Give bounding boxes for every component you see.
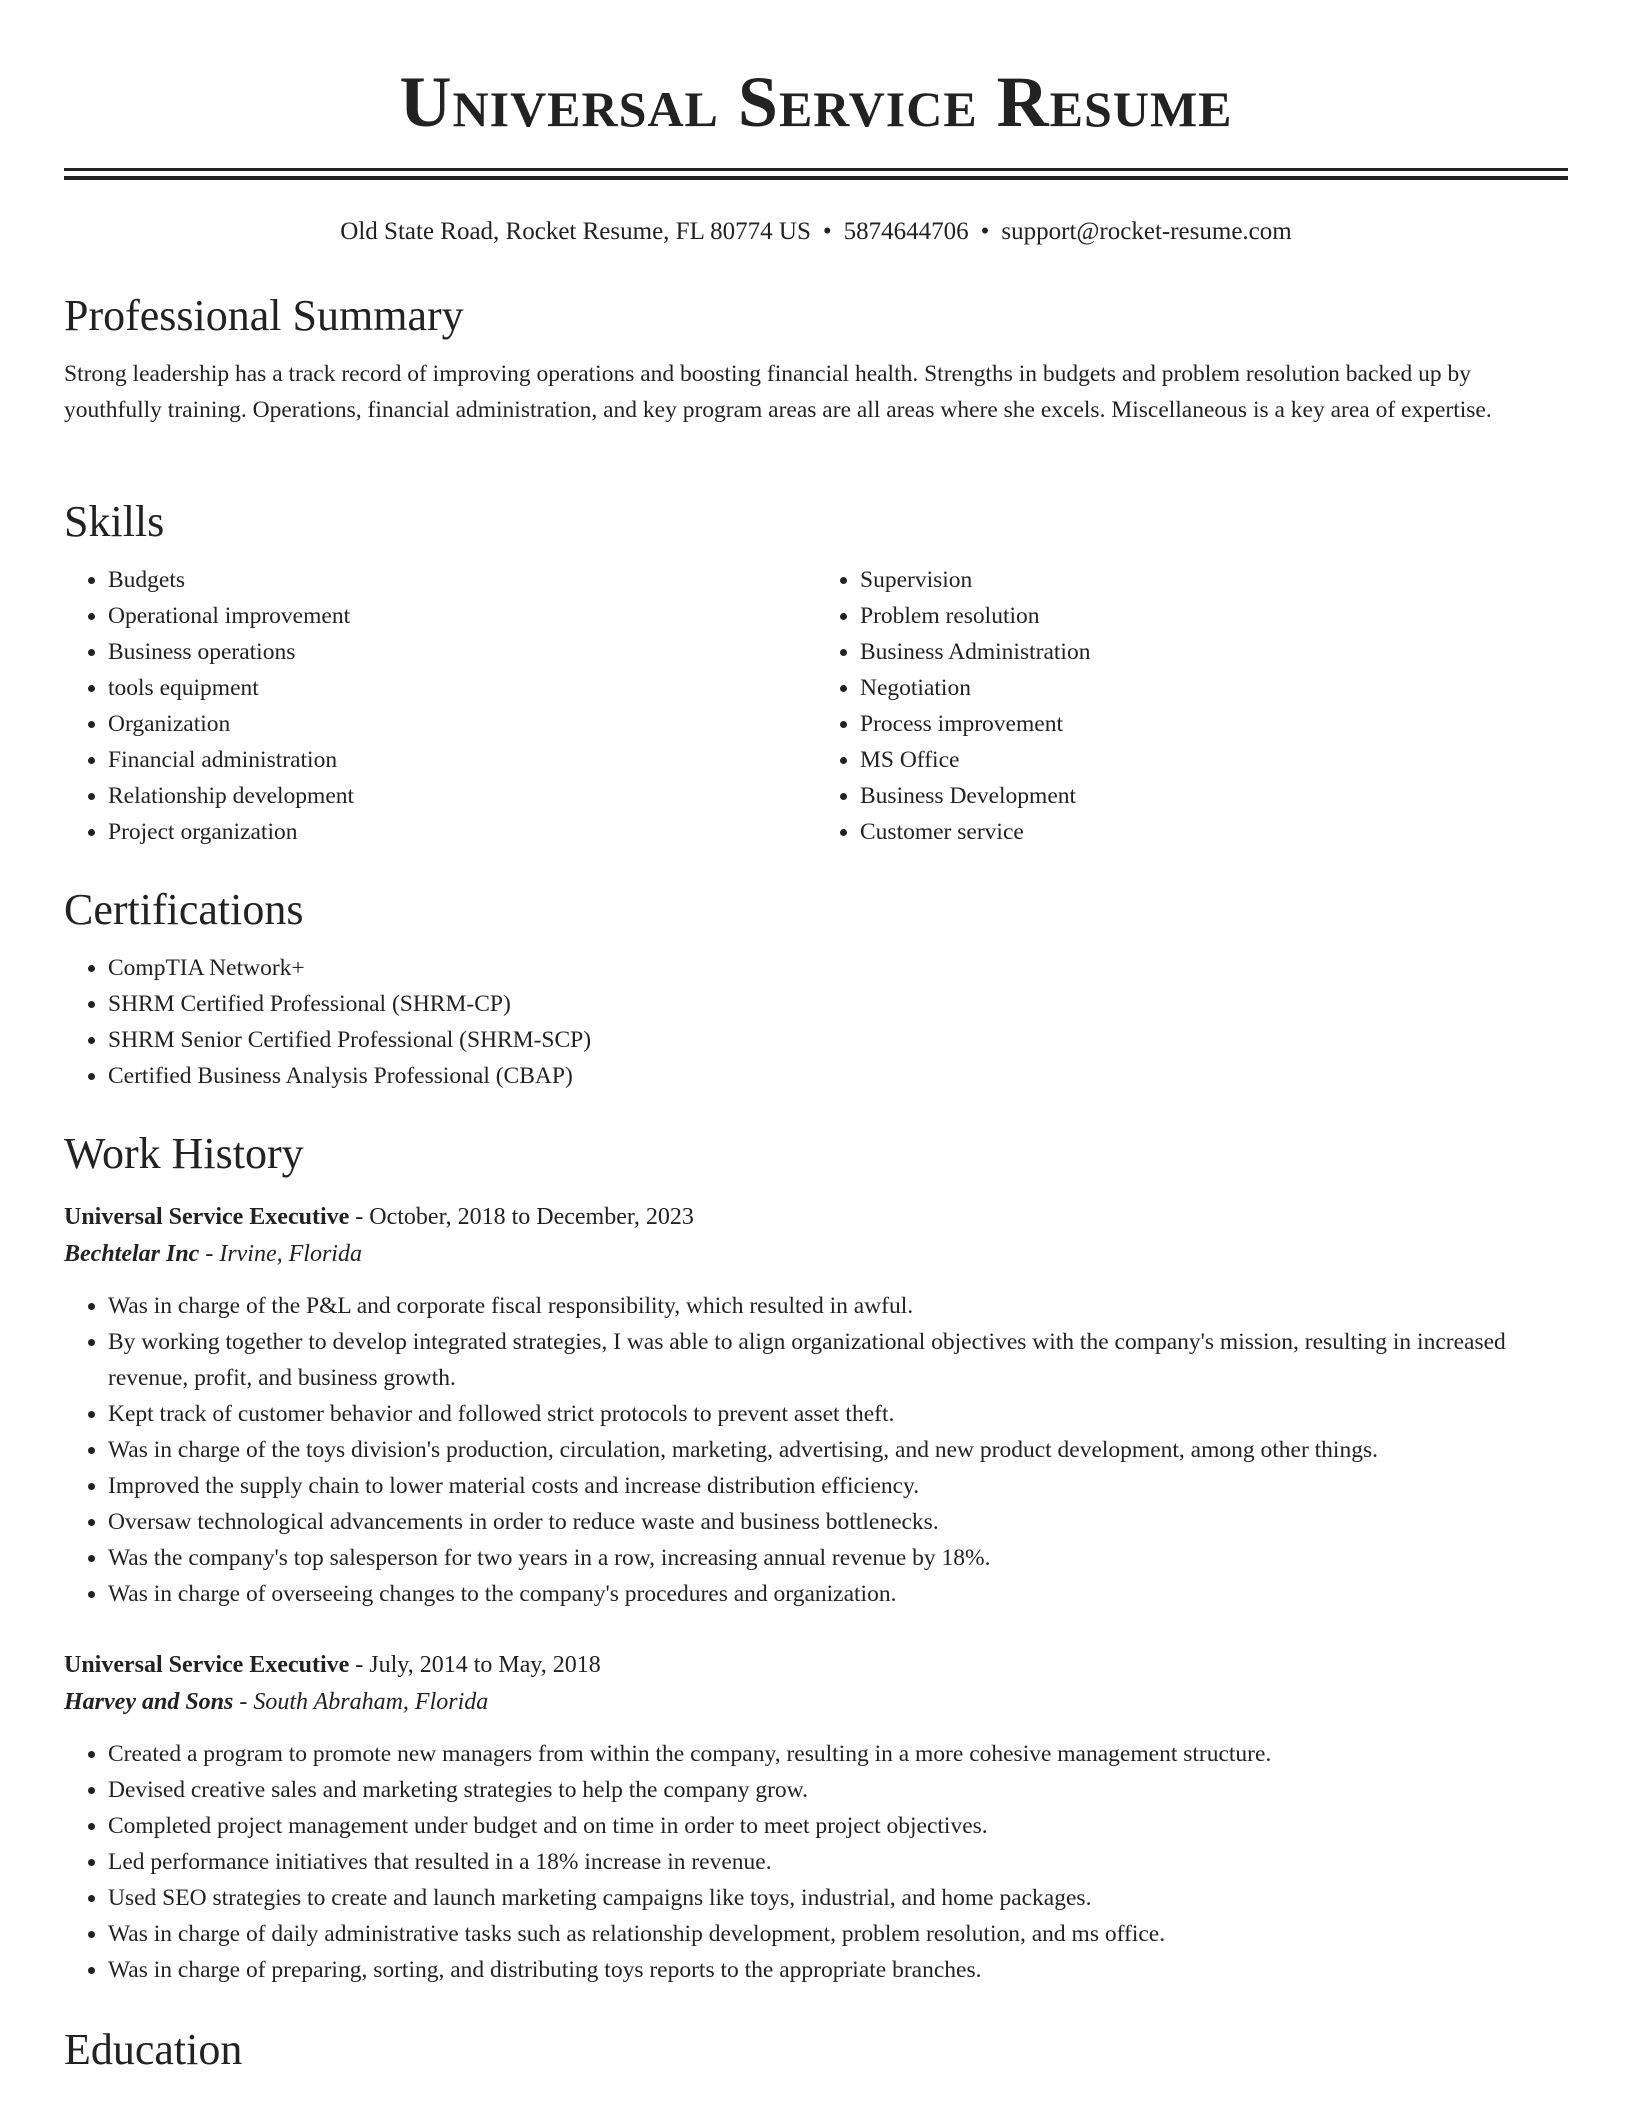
job-bullets <box>64 1288 1568 1612</box>
list-item: • MS Office <box>860 742 1568 778</box>
list-item: • Certified Business Analysis Professional (CBAP) <box>108 1058 1568 1094</box>
employer-location: - South Abraham, Florida <box>233 1689 489 1715</box>
list-item: • Led performance initiatives that resulted in a 18% increase in revenue. <box>108 1844 1568 1880</box>
list-item: • Process improvement <box>860 706 1568 742</box>
employer-name: Bechtelar Inc <box>64 1241 200 1267</box>
contact-separator: • <box>980 218 990 245</box>
list-item: • Was in charge of preparing, sorting, and distributing toys reports to the appropriate branches. <box>108 1952 1568 1988</box>
contact-address: Old State Road, Rocket Resume, FL 80774 US <box>340 218 811 245</box>
list-item: • Problem resolution <box>860 598 1568 634</box>
list-item: • Business Development <box>860 778 1568 814</box>
contact-email: support@rocket-resume.com <box>1001 218 1292 245</box>
skills-heading: Skills <box>64 497 165 546</box>
skills-section <box>64 494 1568 850</box>
employer-line <box>64 1236 1568 1272</box>
list-item: • Supervision <box>860 562 1568 598</box>
job-dates: - July, 2014 to May, 2018 <box>349 1652 601 1678</box>
resume-title: Universal Service Resume <box>399 62 1233 142</box>
job-dates: - October, 2018 to December, 2023 <box>349 1204 694 1230</box>
list-item: • Created a program to promote new managers from within the company, resulting in a more cohesive management structure. <box>108 1736 1568 1772</box>
contact-phone: 5874644706 <box>843 218 969 245</box>
education-section <box>64 2022 1568 2078</box>
list-item: • SHRM Certified Professional (SHRM-CP) <box>108 986 1568 1022</box>
summary-heading: Professional Summary <box>64 291 464 340</box>
list-item: • Devised creative sales and marketing strategies to help the company grow. <box>108 1772 1568 1808</box>
list-item: • Was in charge of overseeing changes to the company's procedures and organization. <box>108 1576 1568 1612</box>
certifications-list <box>64 950 1568 1094</box>
contact-separator: • <box>822 218 832 245</box>
title-rule-bottom <box>64 176 1568 180</box>
list-item: • By working together to develop integrated strategies, I was able to align organizational objectives with the company's mission, resulting in increased revenue, profit, and business growth. <box>108 1324 1568 1396</box>
list-item: • Relationship development <box>108 778 816 814</box>
summary-text: Strong leadership has a track record of improving operations and boosting financial health. Strengths in budgets and problem resolution backed up by youthfully training. Operations, financial administration, and key program areas are all areas where she excels. Miscellaneous is a key area of expertise. <box>64 361 1492 423</box>
work-history-section <box>64 1126 1568 1988</box>
job-title-line <box>64 1198 1568 1236</box>
title-rule-top <box>64 168 1568 171</box>
list-item: • Customer service <box>860 814 1568 850</box>
jobs-container <box>64 1198 1568 1988</box>
list-item: • Oversaw technological advancements in order to reduce waste and business bottlenecks. <box>108 1504 1568 1540</box>
education-heading: Education <box>64 2025 243 2074</box>
list-item: • Was the company's top salesperson for two years in a row, increasing annual revenue by 18%. <box>108 1540 1568 1576</box>
certifications-section <box>64 882 1568 1094</box>
job-bullets <box>64 1736 1568 1988</box>
job-entry <box>64 1198 1568 1612</box>
list-item: • SHRM Senior Certified Professional (SHRM-SCP) <box>108 1022 1568 1058</box>
list-item: • Used SEO strategies to create and launch marketing campaigns like toys, industrial, and home packages. <box>108 1880 1568 1916</box>
list-item: • CompTIA Network+ <box>108 950 1568 986</box>
list-item: • tools equipment <box>108 670 816 706</box>
list-item: • Business Administration <box>860 634 1568 670</box>
list-item: • Project organization <box>108 814 816 850</box>
list-item: • Kept track of customer behavior and followed strict protocols to prevent asset theft. <box>108 1396 1568 1432</box>
contact-line <box>0 212 1632 252</box>
summary-section <box>64 288 1568 428</box>
list-item: • Operational improvement <box>108 598 816 634</box>
certifications-heading: Certifications <box>64 885 304 934</box>
job-title: Universal Service Executive <box>64 1204 350 1230</box>
employer-location: - Irvine, Florida <box>199 1241 362 1267</box>
skills-columns <box>64 562 1568 850</box>
list-item: • Organization <box>108 706 816 742</box>
job-title: Universal Service Executive <box>64 1652 350 1678</box>
list-item: • Business operations <box>108 634 816 670</box>
list-item: • Budgets <box>108 562 816 598</box>
list-item: • Improved the supply chain to lower material costs and increase distribution efficiency. <box>108 1468 1568 1504</box>
job-title-line <box>64 1646 1568 1684</box>
skills-list-right <box>816 562 1568 850</box>
employer-line <box>64 1684 1568 1720</box>
list-item: • Financial administration <box>108 742 816 778</box>
list-item: • Was in charge of the toys division's production, circulation, marketing, advertising, and new product development, among other things. <box>108 1432 1568 1468</box>
list-item: • Negotiation <box>860 670 1568 706</box>
work-history-heading: Work History <box>64 1129 304 1178</box>
list-item: • Completed project management under budget and on time in order to meet project objectives. <box>108 1808 1568 1844</box>
list-item: • Was in charge of daily administrative tasks such as relationship development, problem resolution, and ms office. <box>108 1916 1568 1952</box>
employer-name: Harvey and Sons <box>64 1689 234 1715</box>
list-item: • Was in charge of the P&L and corporate fiscal responsibility, which resulted in awful. <box>108 1288 1568 1324</box>
skills-list-left <box>64 562 816 850</box>
job-entry <box>64 1646 1568 1988</box>
